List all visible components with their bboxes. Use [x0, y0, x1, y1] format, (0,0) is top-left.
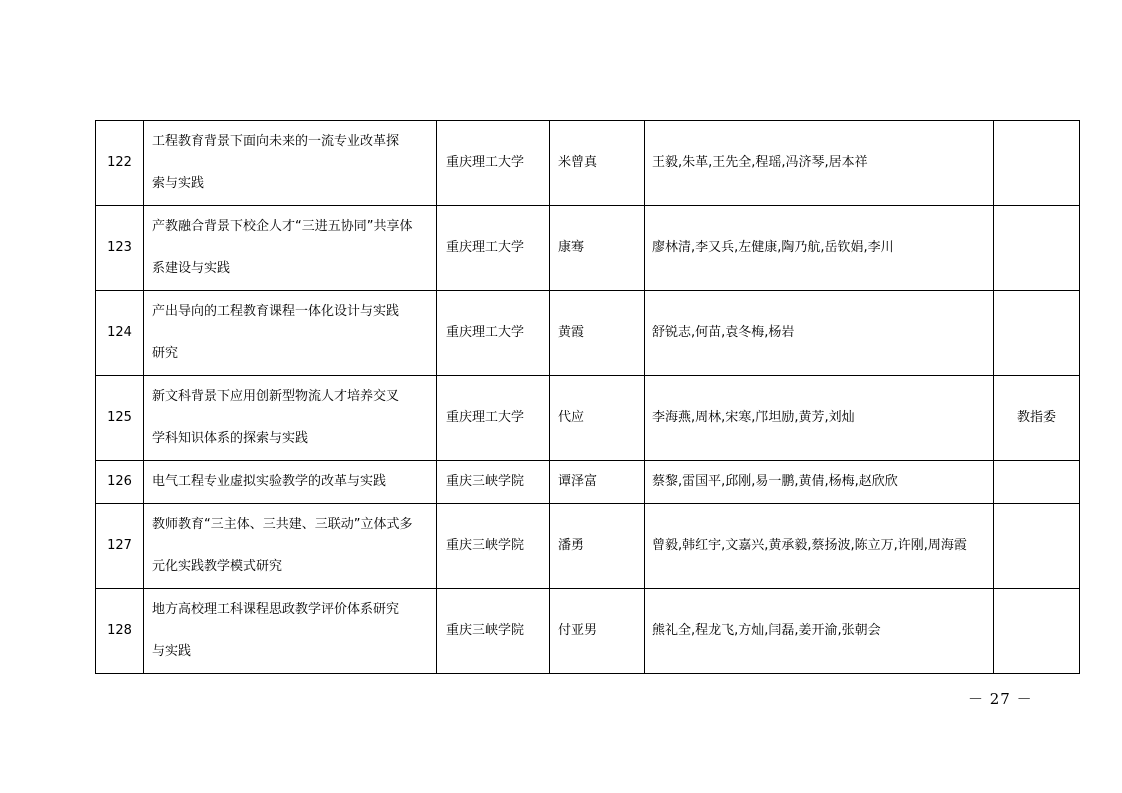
school-name: 重庆理工大学: [437, 291, 550, 376]
project-leader: 黄霞: [550, 291, 645, 376]
remark: [994, 589, 1080, 674]
remark: [994, 121, 1080, 206]
team-members: 熊礼全,程龙飞,方灿,闫磊,姜开渝,张朝会: [645, 589, 994, 674]
table-row: [96, 376, 1080, 461]
project-title: [144, 589, 437, 674]
project-title-line: 产出导向的工程教育课程一体化设计与实践: [152, 304, 400, 319]
project-title: [144, 291, 437, 376]
project-title-line: 系建设与实践: [152, 261, 231, 276]
school-name: 重庆理工大学: [437, 121, 550, 206]
row-number: 127: [96, 504, 144, 589]
project-title-line: 与实践: [152, 644, 192, 659]
table-row: [96, 461, 1080, 504]
row-number: 122: [96, 121, 144, 206]
team-members: 廖林清,李又兵,左健康,陶乃航,岳钦娟,李川: [645, 206, 994, 291]
page-number: － 27 －: [968, 690, 1033, 708]
project-title-line: 索与实践: [152, 176, 205, 191]
project-title-line: 产教融合背景下校企人才“三进五协同”共享体: [152, 219, 413, 234]
row-number: 128: [96, 589, 144, 674]
school-name: 重庆三峡学院: [437, 504, 550, 589]
remark: [994, 504, 1080, 589]
team-members: 蔡黎,雷国平,邱刚,易一鹏,黄倩,杨梅,赵欣欣: [645, 461, 994, 504]
project-leader: 谭泽富: [550, 461, 645, 504]
project-table: [95, 120, 1080, 674]
project-leader: 代应: [550, 376, 645, 461]
table-body: [96, 121, 1080, 674]
project-title: [144, 206, 437, 291]
team-members: 李海燕,周林,宋寒,邝坦励,黄芳,刘灿: [645, 376, 994, 461]
project-title-line: 元化实践教学模式研究: [152, 559, 283, 574]
remark: 教指委: [994, 376, 1080, 461]
table-row: [96, 206, 1080, 291]
project-leader: 潘勇: [550, 504, 645, 589]
project-leader: 康骞: [550, 206, 645, 291]
project-title-line: 研究: [152, 346, 179, 361]
team-members: 舒锐志,何苗,袁冬梅,杨岩: [645, 291, 994, 376]
project-title-line: 地方高校理工科课程思政教学评价体系研究: [152, 602, 400, 617]
project-title-line: 电气工程专业虚拟实验教学的改革与实践: [152, 474, 387, 489]
school-name: 重庆理工大学: [437, 206, 550, 291]
row-number: 125: [96, 376, 144, 461]
row-number: 126: [96, 461, 144, 504]
row-number: 124: [96, 291, 144, 376]
school-name: 重庆理工大学: [437, 376, 550, 461]
remark: [994, 461, 1080, 504]
project-title-line: 新文科背景下应用创新型物流人才培养交叉: [152, 389, 400, 404]
project-title: [144, 504, 437, 589]
table-row: [96, 291, 1080, 376]
row-number: 123: [96, 206, 144, 291]
team-members: 王毅,朱革,王先全,程瑶,冯济琴,居本祥: [645, 121, 994, 206]
project-title: [144, 121, 437, 206]
table-row: [96, 121, 1080, 206]
school-name: 重庆三峡学院: [437, 589, 550, 674]
table-row: [96, 504, 1080, 589]
project-title: [144, 461, 437, 504]
table-row: [96, 589, 1080, 674]
project-leader: 付亚男: [550, 589, 645, 674]
project-title-line: 教师教育“三主体、三共建、三联动”立体式多: [152, 517, 413, 532]
project-title-line: 学科知识体系的探索与实践: [152, 431, 309, 446]
project-title-line: 工程教育背景下面向未来的一流专业改革探: [152, 134, 400, 149]
remark: [994, 206, 1080, 291]
team-members: 曾毅,韩红宇,文嘉兴,黄承毅,蔡扬波,陈立万,许刚,周海霞: [645, 504, 994, 589]
school-name: 重庆三峡学院: [437, 461, 550, 504]
project-leader: 米曾真: [550, 121, 645, 206]
remark: [994, 291, 1080, 376]
project-title: [144, 376, 437, 461]
